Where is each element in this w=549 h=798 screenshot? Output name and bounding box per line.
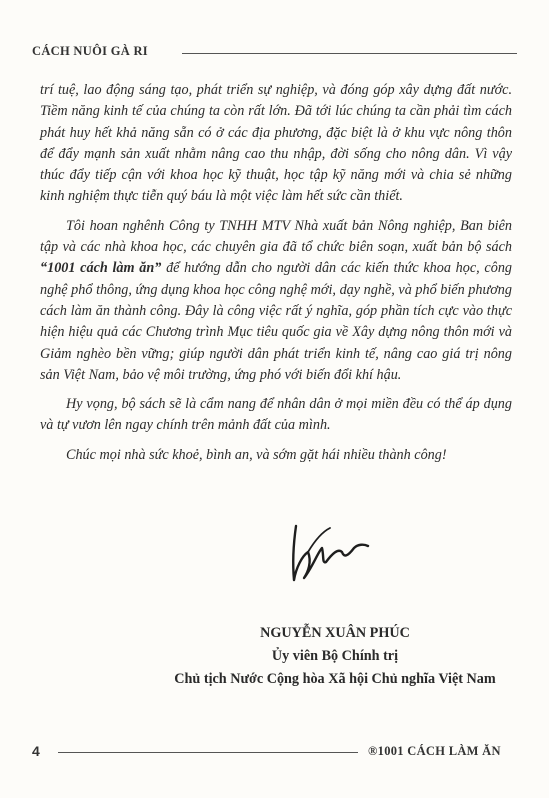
series-title: ®1001 CÁCH LÀM ĂN bbox=[368, 744, 501, 758]
footer-rule bbox=[58, 752, 358, 753]
paragraph-2 bbox=[40, 216, 512, 386]
running-title: CÁCH NUÔI GÀ RI bbox=[32, 44, 148, 58]
page-number: 4 bbox=[32, 743, 40, 759]
signature-image bbox=[282, 518, 372, 588]
paragraph-2-start: Tôi hoan nghênh Công ty TNHH MTV Nhà xuất bản Nông nghiệp, Ban biên tập và các nhà khoa học, các chuyên gia đã tổ chức biên soạn, xuất bản bộ sách bbox=[40, 217, 512, 256]
book-title: “1001 cách làm ăn” bbox=[40, 260, 162, 277]
body-text bbox=[40, 80, 512, 474]
paragraph-3: Hy vọng, bộ sách sẽ là cẩm nang để nhân dân ở mọi miền đều có thể áp dụng và tự vươn lên ngay chính trên mảnh đất của mình. bbox=[40, 396, 512, 434]
signer-block bbox=[150, 622, 520, 691]
signer-title-1: Ủy viên Bộ Chính trị bbox=[271, 648, 399, 664]
paragraph-2-end: để hướng dẫn cho người dân các kiến thức khoa học, công nghệ phổ thông, ứng dụng khoa học công nghệ mới, dạy nghề, và phổ biến phương cách làm ăn thành công. Đây là công việc rất ý nghĩa, góp phần tích cực vào thực hiện hiệu quả các Chương trình Mục tiêu quốc gia về Xây dựng nông thôn mới và Giảm nghèo bền vững; giúp người dân phát triển kinh tế, nâng cao giá trị nông sản Việt Nam, bảo vệ môi trường, ứng phó với biến đổi khí hậu. bbox=[40, 260, 513, 383]
signer-title-2: Chủ tịch Nước Cộng hòa Xã hội Chủ nghĩa Việt Nam bbox=[174, 671, 496, 687]
paragraph-1: trí tuệ, lao động sáng tạo, phát triển sự nghiệp, và đóng góp xây dựng đất nước. Tiềm năng kinh tế của chúng ta còn rất lớn. Đã tới lúc chúng ta cần phải tìm cách phát huy hết khả năng sẵn có ở các địa phương, đặc biệt là ở khu vực nông thôn để đẩy mạnh sản xuất nhằm nâng cao thu nhập, đời sống cho nông dân. Vì vậy thúc đẩy tiếp cận với khoa học kỹ thuật, học tập kỹ năng mới và chia sẻ những kinh nghiệm thực tiễn quý báu là một việc làm hết sức cần thiết. bbox=[40, 82, 512, 205]
signer-name: NGUYỄN XUÂN PHÚC bbox=[260, 625, 410, 641]
paragraph-4: Chúc mọi nhà sức khoẻ, bình an, và sớm gặt hái nhiều thành công! bbox=[66, 446, 447, 463]
header-rule bbox=[182, 53, 517, 54]
